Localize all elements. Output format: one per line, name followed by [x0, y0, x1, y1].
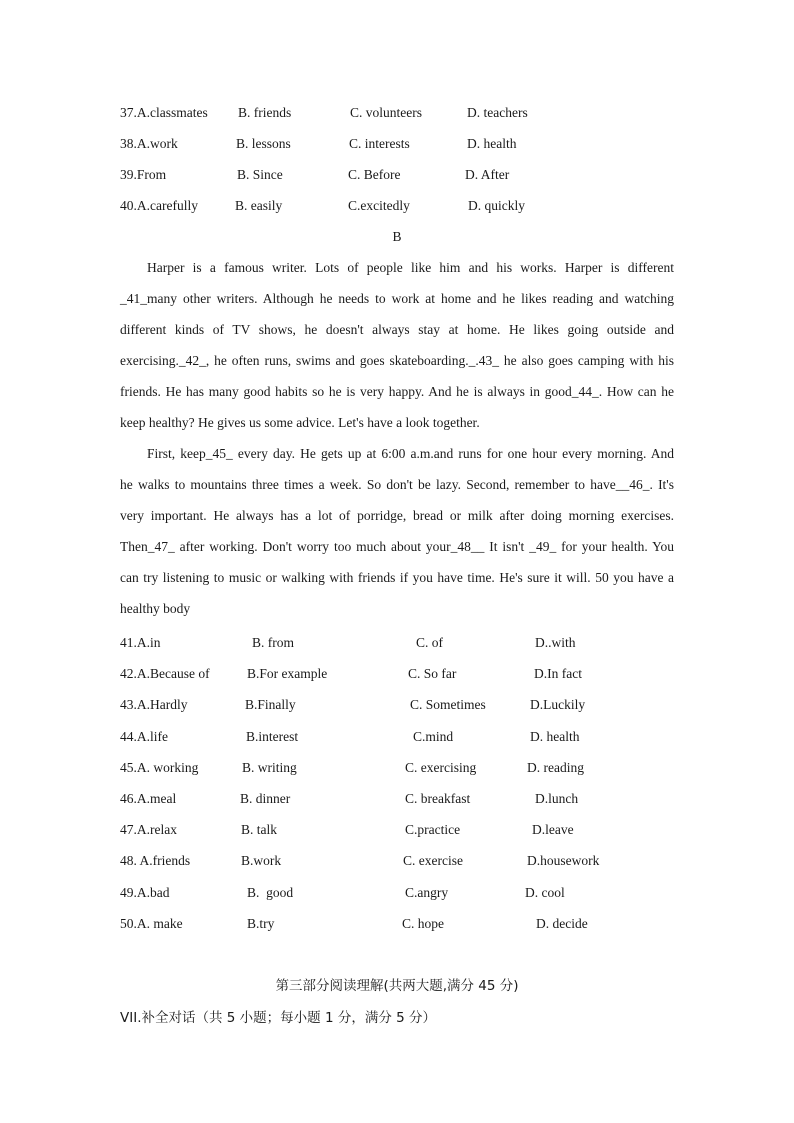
option-a: 37.A.classmates	[120, 105, 208, 120]
option-c: C. volunteers	[350, 105, 422, 120]
passage-line: _41_many other writers. Although he needs to work at home and he likes reading and watching	[120, 291, 674, 306]
option-a: 39.From	[120, 167, 167, 182]
option-b: B. lessons	[236, 136, 291, 151]
option-d: D. reading	[527, 760, 584, 775]
option-d: D.In fact	[534, 666, 582, 681]
option-d: D.housework	[527, 853, 600, 868]
option-c: C. exercise	[403, 853, 463, 868]
passage-line: Then_47_ after working. Don't worry too much about your_48__ It isn't _49_ for your health. You	[120, 539, 674, 554]
option-a: 42.A.Because of	[120, 666, 210, 681]
option-a: 38.A.work	[120, 136, 178, 151]
option-c: C. hope	[402, 916, 444, 931]
option-b: B. easily	[235, 198, 283, 213]
option-b: B. writing	[242, 760, 297, 775]
option-c: C. So far	[408, 666, 457, 681]
option-d: D. After	[465, 167, 510, 182]
option-d: D. cool	[525, 885, 565, 900]
option-c: C.practice	[405, 822, 461, 837]
option-b: B.try	[247, 916, 275, 931]
passage-paragraph-1	[120, 252, 674, 438]
option-a: 50.A. make	[120, 916, 183, 931]
section-7-title: VII.补全对话（共 5 小题；每小题 1 分，满分 5 分）	[120, 1010, 437, 1026]
option-b: B. good	[247, 885, 294, 900]
section-b-title: B	[392, 229, 402, 244]
option-c: C. interests	[349, 136, 410, 151]
option-c: C.excitedly	[348, 198, 410, 213]
option-a: 41.A.in	[120, 635, 161, 650]
option-c: C. Sometimes	[410, 697, 486, 712]
option-c: C. breakfast	[405, 791, 471, 806]
option-a: 48. A.friends	[120, 853, 191, 868]
option-b: B.Finally	[245, 697, 296, 712]
option-a: 49.A.bad	[120, 885, 170, 900]
option-b: B.interest	[246, 729, 299, 744]
option-d: D..with	[535, 635, 576, 650]
passage-line: he walks to mountains three times a week. So don't be lazy. Second, remember to have__46_. It's	[120, 477, 674, 492]
passage-line: Harper is a famous writer. Lots of people like him and his works. Harper is different	[147, 260, 674, 275]
option-a: 47.A.relax	[120, 822, 177, 837]
passage-line: different kinds of TV shows, he doesn't always stay at home. He likes going outside and	[120, 322, 674, 337]
option-a: 43.A.Hardly	[120, 697, 188, 712]
option-b: B.work	[241, 853, 282, 868]
option-d: D. health	[530, 729, 580, 744]
passage-line: healthy body	[120, 601, 191, 616]
passage-line: keep healthy? He gives us some advice. Let's have a look together.	[120, 415, 480, 430]
option-a: 46.A.meal	[120, 791, 177, 806]
passage-line: can try listening to music or walking with friends if you have time. He's sure it will. 50 you have a	[120, 570, 674, 585]
option-b: B. friends	[238, 105, 292, 120]
option-b: B. dinner	[240, 791, 291, 806]
passage-line: friends. He has many good habits so he is very happy. And he is always in good_44_. How can he	[120, 384, 674, 399]
option-a: 44.A.life	[120, 729, 168, 744]
option-d: D.lunch	[535, 791, 579, 806]
option-d: D.Luckily	[530, 697, 586, 712]
passage-line: very important. He always has a lot of porridge, bread or milk after doing morning exercises.	[120, 508, 674, 523]
option-d: D.leave	[532, 822, 574, 837]
option-c: C. of	[416, 635, 443, 650]
option-b: B. Since	[237, 167, 283, 182]
option-b: B. from	[252, 635, 294, 650]
option-a: 40.A.carefully	[120, 198, 198, 213]
passage-line: First, keep_45_ every day. He gets up at 6:00 a.m.and runs for one hour every morning. And	[147, 446, 674, 461]
option-c: C.mind	[413, 729, 454, 744]
option-a: 45.A. working	[120, 760, 199, 775]
option-d: D. teachers	[467, 105, 528, 120]
option-d: D. decide	[536, 916, 588, 931]
option-d: D. quickly	[468, 198, 525, 213]
option-c: C. Before	[348, 167, 401, 182]
option-d: D. health	[467, 136, 517, 151]
option-c: C.angry	[405, 885, 449, 900]
option-c: C. exercising	[405, 760, 477, 775]
part-3-title: 第三部分阅读理解(共两大题,满分 45 分)	[275, 978, 519, 994]
option-b: B.For example	[247, 666, 328, 681]
passage-line: exercising._42_, he often runs, swims and goes skateboarding._.43_ he also goes camping with his	[120, 353, 674, 368]
option-b: B. talk	[241, 822, 277, 837]
passage-paragraph-2	[120, 438, 674, 624]
